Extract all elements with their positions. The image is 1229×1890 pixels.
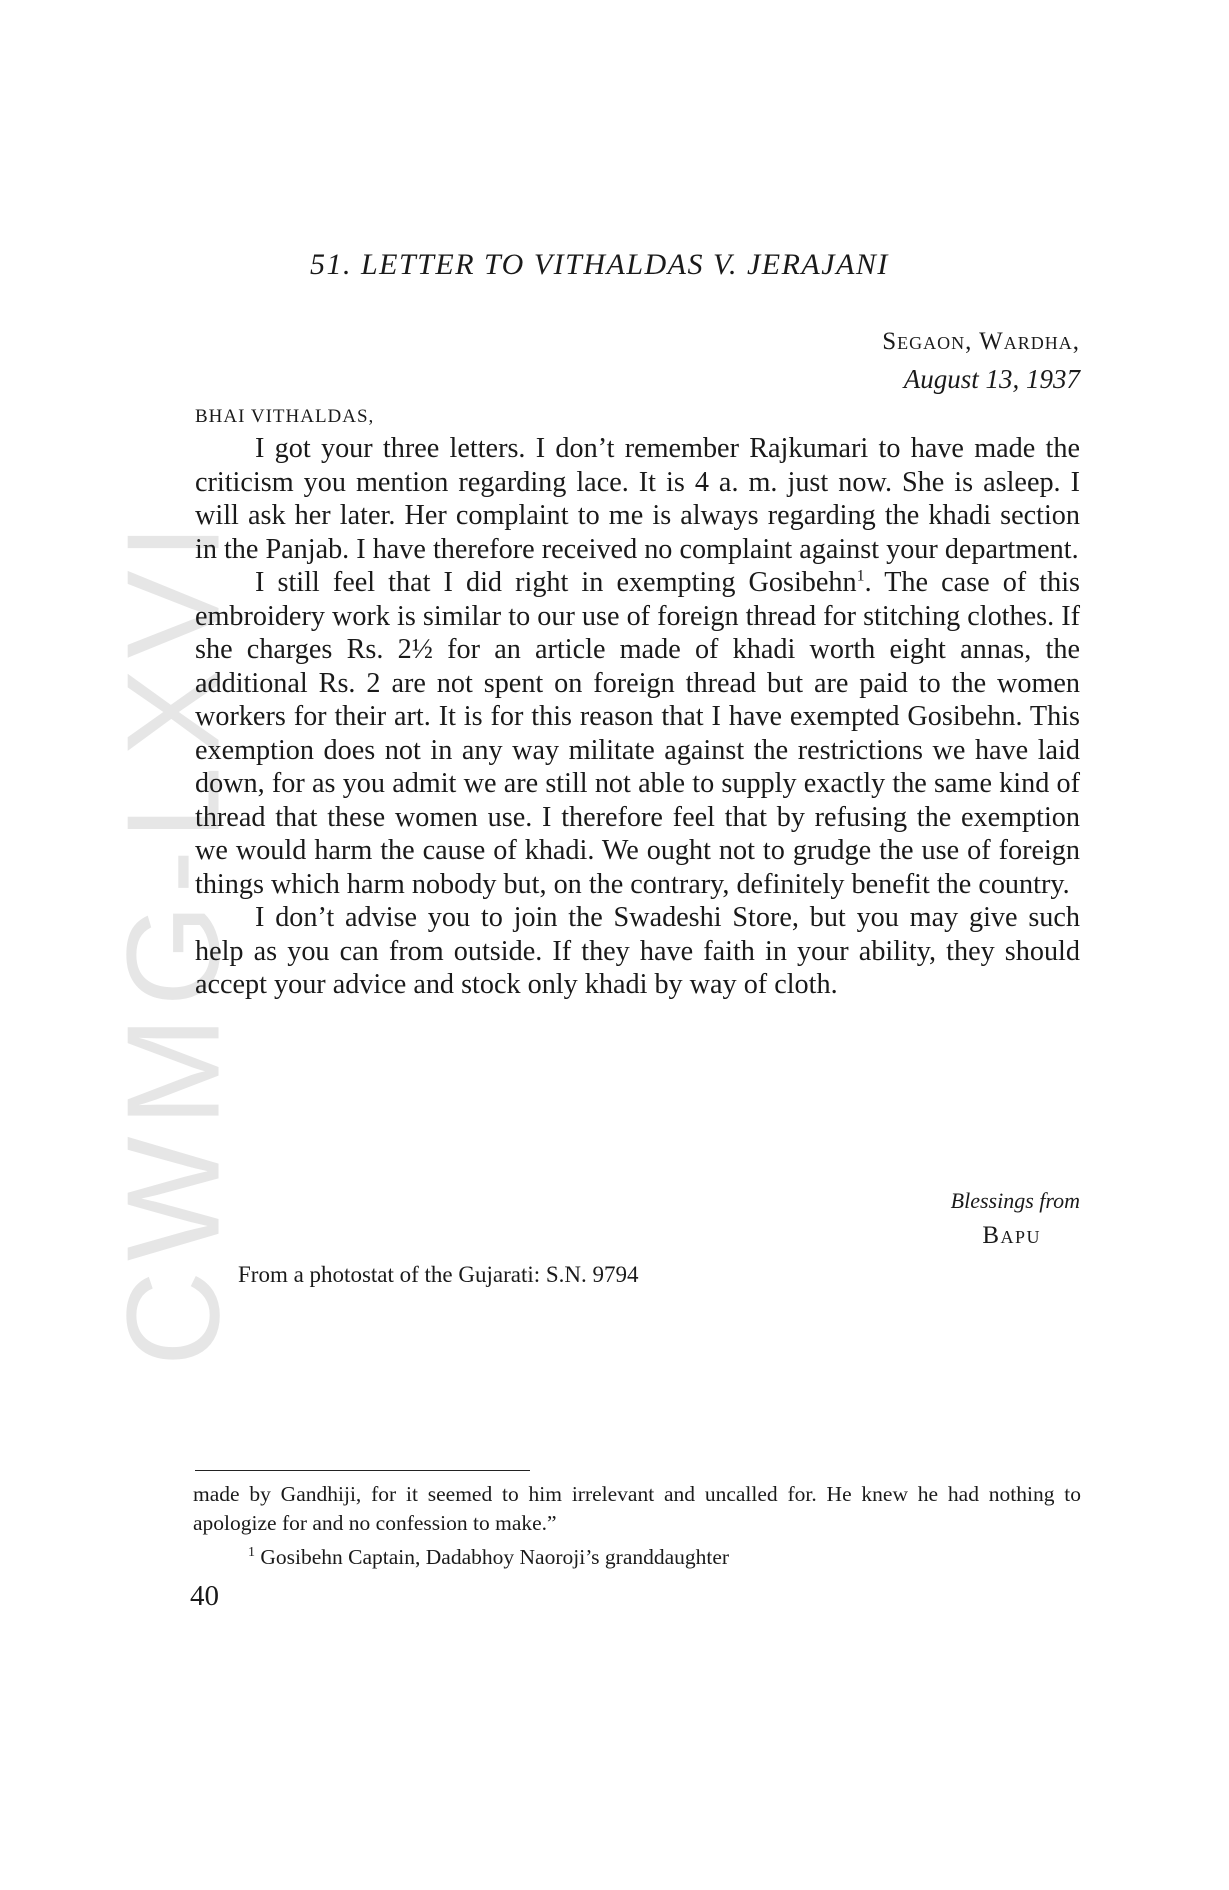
- paragraph-2: [195, 566, 1080, 901]
- letter-place: Segaon, Wardha,: [882, 328, 1080, 355]
- paragraph-3: I don’t advise you to join the Swadeshi Store, but you may give such help as you can from outside. If they have faith in your ability, they should accept your advice and stock only khadi by way of cloth.: [195, 902, 1080, 1000]
- paragraph-2-rest: . The case of this embroidery work is similar to our use of foreign thread for stitching clothes. If she charges Rs. 2½ for an article made of khadi worth eight annas, the additional Rs. 2 are not spent on foreign thread but are paid to the women workers for their art. It is for this reason that I have exempted Gosibehn. This exemption does not in any way militate against the restrictions we have laid down, for as you admit we are still not able to supply exactly the same kind of thread that these women use. I therefore feel that by refusing the exemption we would harm the cause of khadi. We ought not to grudge the use of foreign things which harm nobody but, on the contrary, definitely benefit the country.: [195, 567, 1080, 900]
- footnote-rule: [195, 1470, 530, 1471]
- footnote-1: [193, 1538, 1081, 1572]
- footnotes: [193, 1480, 1081, 1572]
- letter-body: [195, 432, 1080, 1002]
- signature: Bapu: [982, 1222, 1041, 1249]
- page-number: 40: [190, 1580, 219, 1612]
- salutation: BHAI VITHALDAS,: [195, 406, 375, 427]
- source-note: From a photostat of the Gujarati: S.N. 9794: [238, 1262, 639, 1287]
- footnote-1-marker: 1: [248, 1545, 255, 1560]
- footnote-1-text: Gosibehn Captain, Dadabhoy Naoroji’s granddaughter: [255, 1545, 730, 1570]
- footnote-ref-1: 1: [856, 567, 865, 585]
- footnote-continued: made by Gandhiji, for it seemed to him irrelevant and uncalled for. He knew he had nothing to apologize for and no confession to make.”: [193, 1482, 1081, 1535]
- closing-blessings: Blessings from: [950, 1188, 1080, 1213]
- paragraph-1: I got your three letters. I don’t remember Rajkumari to have made the criticism you mention regarding lace. It is 4 a. m. just now. She is asleep. I will ask her later. Her complaint to me is always regarding the khadi section in the Panjab. I have therefore received no complaint against your department.: [195, 433, 1080, 565]
- watermark-text: CWMG-LXVI: [99, 513, 247, 1367]
- letter-title: 51. LETTER TO VITHALDAS V. JERAJANI: [310, 248, 889, 281]
- paragraph-2-start: I still feel that I did right in exempting Gosibehn: [255, 567, 857, 598]
- letter-date: August 13, 1937: [903, 364, 1080, 394]
